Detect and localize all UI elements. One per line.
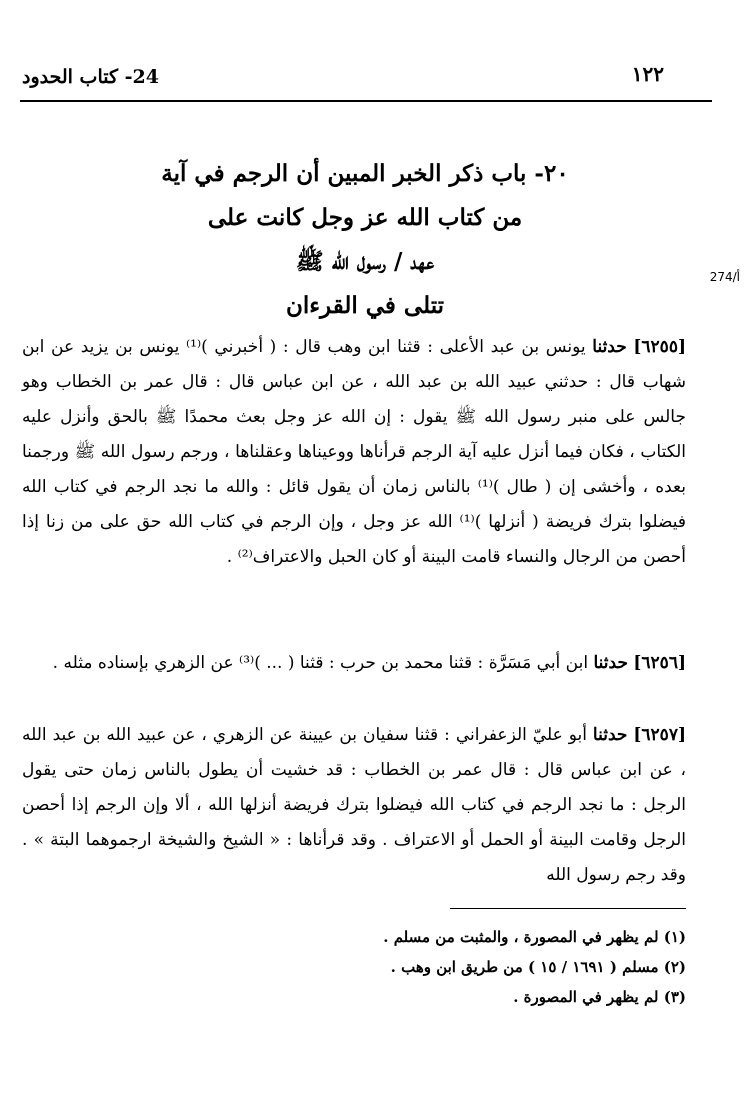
chapter-header: 24- كتاب الحدود: [22, 66, 159, 88]
chapter-title-line-1: ٢٠- باب ذكر الخبر المبين أن الرجم في آية: [161, 160, 569, 187]
hadith-6257: [22, 718, 686, 893]
hadith-lead: حدثنا: [592, 725, 628, 745]
chapter-title-line-2: من كتاب الله عز وجل كانت على: [207, 204, 523, 231]
footnote-3: (٣) لم يظهر في المصورة .: [513, 988, 686, 1006]
hadith-text: أبو عليّ الزعفراني : قثنا سفيان بن عيينة عن الزهري ، عن عبيد الله بن عبد الله ، عن ابن عباس قال : قال عمر بن الخطاب : قد خشيت أن يطول بالناس زمان حتى يقول الرجل : ما نجد الرجم في كتاب الله فيضلوا بترك فريضة أنزلها الله ، ألا وإن الرجم إذا أحصن الرجل وقامت البينة أو الحمل أو الاعتراف . وقد قرأناها : « الشيخ والشيخة ارجموهما البتة » . وقد رجم رسول الله: [22, 725, 686, 885]
hadith-number: [٦٢٥٥]: [633, 337, 686, 357]
hadith-lead: حدثنا: [592, 337, 627, 357]
hadith-6255: [22, 330, 686, 575]
chapter-title-line-4: تتلى في القرءان: [285, 292, 445, 319]
hadith-number: [٦٢٥٧]: [633, 725, 686, 745]
chapter-title-line-3: عهد / رسول الله ﷺ: [295, 248, 435, 275]
page-number: ١٢٢: [631, 62, 664, 86]
hadith-6256: [22, 646, 686, 681]
hadith-text: يونس بن عبد الأعلى : قثنا ابن وهب قال : ( أخبرني )⁽¹⁾ يونس بن يزيد عن ابن شهاب قال : حدثني عبيد الله بن عبد الله ، عن ابن عباس قال : قال عمر بن الخطاب وهو جالس على منبر رسول الله ﷺ يقول : إن الله عز وجل بعث محمدًا ﷺ بالحق وأنزل عليه الكتاب ، فكان فيما أنزل عليه آية الرجم قرأناها ووعيناها وعقلناها ، ورجم رسول الله ﷺ ورجمنا بعده ، وأخشى إن ( طال )⁽¹⁾ بالناس زمان أن يقول قائل : والله ما نجد الرجم في كتاب الله فيضلوا بترك فريضة ( أنزلها )⁽¹⁾ الله عز وجل ، وإن الرجم في كتاب الله حق على من زنا إذا أحصن من الرجال والنساء قامت البينة أو كان الحبل والاعتراف⁽²⁾ .: [22, 337, 686, 567]
footnote-2: (٢) مسلم ( ١٦٩١ / ١٥ ) من طريق ابن وهب .: [390, 958, 686, 976]
hadith-text: ابن أبي مَسَرَّة : قثنا محمد بن حرب : قثنا ( ... )⁽³⁾ عن الزهري بإسناده مثله .: [52, 653, 589, 673]
footnotes: [60, 922, 686, 1012]
hadith-lead: حدثنا: [593, 653, 628, 673]
header-rule: [20, 100, 712, 102]
footnote-rule: [450, 908, 686, 909]
margin-folio-note: أ/274: [709, 270, 740, 284]
hadith-number: [٦٢٥٦]: [633, 653, 686, 673]
footnote-1: (١) لم يظهر في المصورة ، والمثبت من مسلم .: [383, 928, 686, 946]
